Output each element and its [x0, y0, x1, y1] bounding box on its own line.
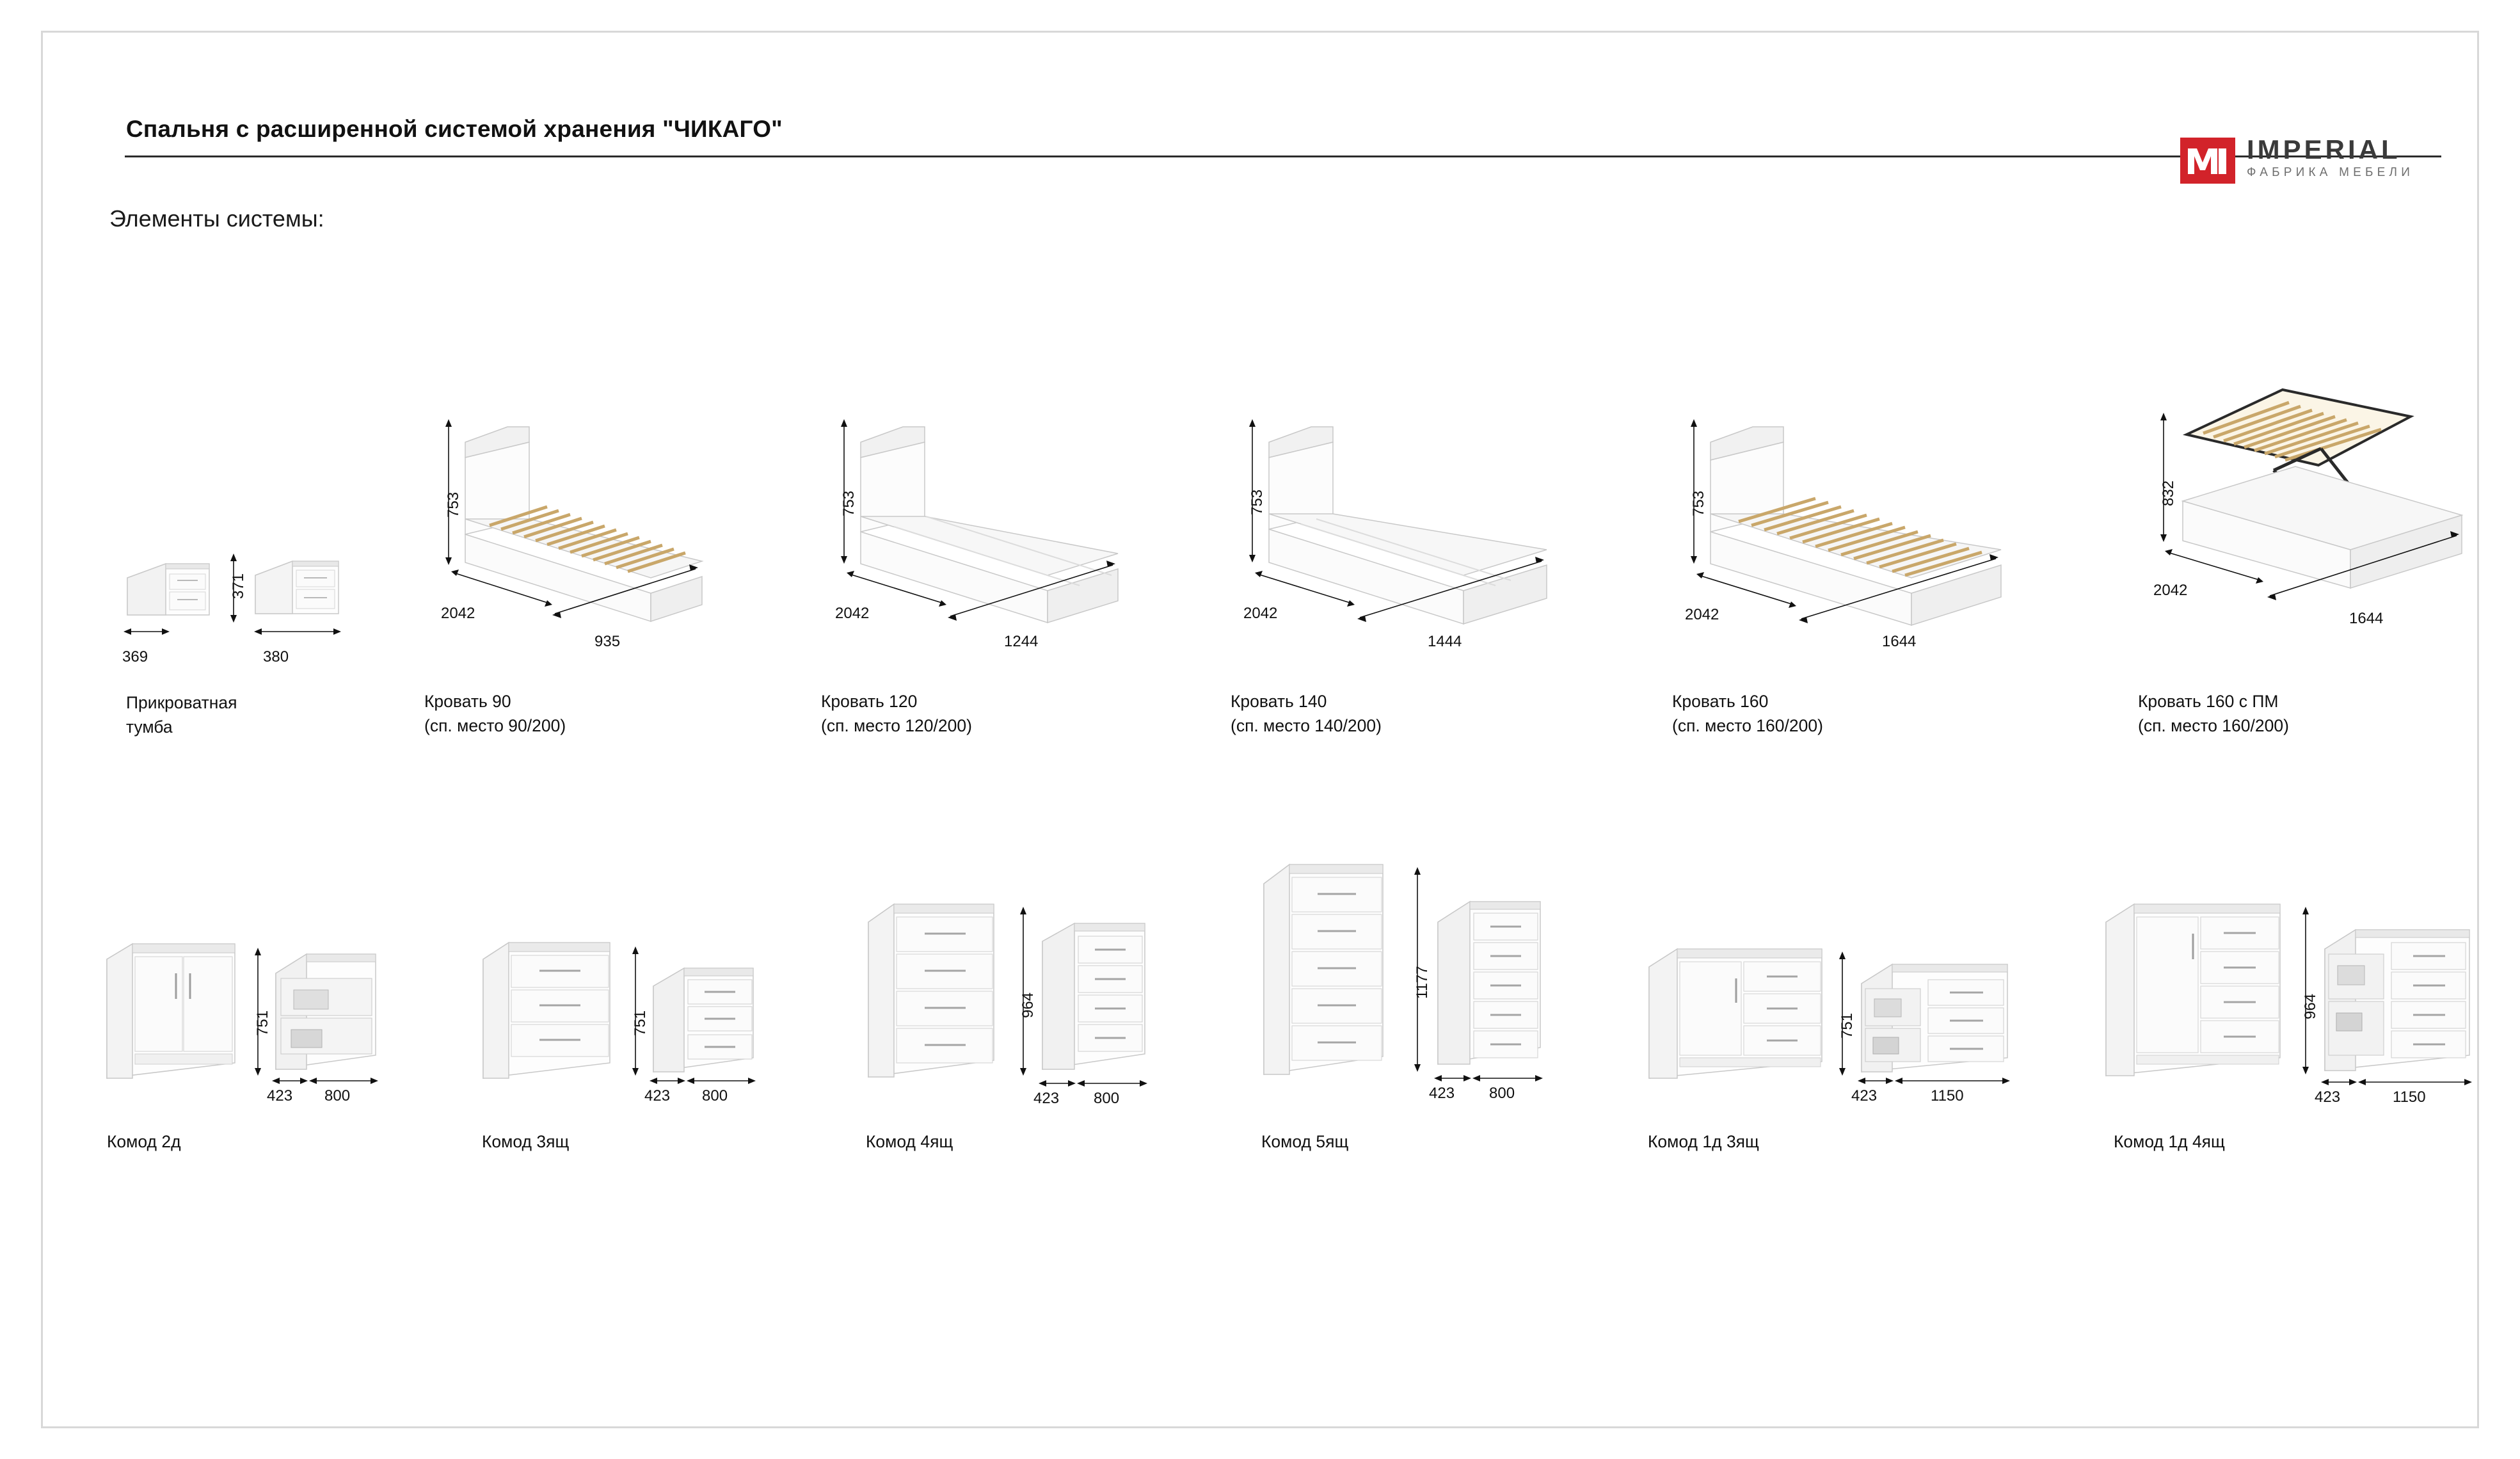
caption-line-1: Комод 3ящ: [482, 1132, 570, 1151]
dim-width: 800: [702, 1087, 728, 1104]
product-caption: [2114, 1129, 2225, 1154]
product-caption: [1231, 689, 1382, 738]
product-caption: [107, 1129, 181, 1154]
dim-depth: 2042: [441, 605, 475, 622]
dim-height: 964: [2302, 993, 2319, 1019]
product-caption: [1261, 1129, 1348, 1154]
bed-90-drawing: [382, 391, 792, 673]
dim-height: 1177: [1414, 966, 1431, 999]
dim-depth: 423: [1851, 1087, 1878, 1104]
caption-line-1: Комод 1д 3ящ: [1648, 1132, 1759, 1151]
caption-line-1: Кровать 120: [821, 692, 918, 711]
dresser-4drw-drawing: [830, 833, 1240, 1101]
brand-wordmark: [2247, 135, 2503, 181]
brand-logo: [2180, 135, 2513, 199]
caption-line-1: Кровать 160 с ПМ: [2138, 692, 2279, 711]
dim-height: 964: [1019, 992, 1037, 1018]
product-dresser-2d: [68, 877, 478, 1159]
product-dresser-1d-3drw: [1611, 877, 2110, 1159]
page-title: Спальня с расширенной системой хранения "ЧИКАГО": [126, 116, 783, 142]
dim-depth: 423: [1033, 1090, 1060, 1107]
caption-line-1: Комод 1д 4ящ: [2114, 1132, 2225, 1151]
dresser-5drw-drawing: [1220, 801, 1643, 1101]
dim-height: 753: [1690, 490, 1707, 516]
product-nightstand: [81, 481, 414, 737]
bed-160-lift-drawing: [2078, 353, 2520, 673]
nightstand-drawing: [81, 519, 414, 711]
dim-width: 1244: [1004, 633, 1039, 650]
caption-line-2: (сп. место 160/200): [1672, 716, 1823, 735]
dim-width: 1644: [2349, 610, 2384, 627]
caption-line-2: (сп. место 90/200): [424, 716, 566, 735]
bed-160-drawing: [1630, 391, 2078, 673]
dim-height: 751: [632, 1010, 649, 1036]
product-caption: [1672, 689, 1823, 738]
caption-line-2: (сп. место 140/200): [1231, 716, 1382, 735]
sheet-border: [41, 31, 2479, 1428]
product-dresser-4drw: [830, 833, 1240, 1159]
brand-name: IMPERIAL: [2247, 134, 2401, 164]
dim-height: 751: [254, 1010, 271, 1036]
dim-depth: 369: [122, 648, 148, 666]
caption-line-1: Кровать 140: [1231, 692, 1327, 711]
caption-line-1: Комод 5ящ: [1261, 1132, 1349, 1151]
product-caption: [424, 689, 566, 738]
dim-depth: 423: [644, 1087, 671, 1104]
product-dresser-5drw: [1220, 801, 1643, 1159]
dim-depth: 2042: [835, 605, 870, 622]
dresser-2d-drawing: [68, 877, 478, 1095]
dim-width: 380: [263, 648, 289, 666]
dim-depth: 2042: [1243, 605, 1278, 622]
dim-width: 1444: [1428, 633, 1462, 650]
product-caption: [2138, 689, 2289, 738]
dim-width: 1150: [2393, 1088, 2426, 1106]
imperial-mark-icon: [2180, 138, 2235, 184]
caption-line-1: Прикроватная: [126, 693, 237, 712]
product-bed-90: [382, 391, 792, 737]
caption-line-1: Кровать 90: [424, 692, 511, 711]
dim-width: 935: [594, 633, 621, 650]
dim-depth: 423: [2315, 1088, 2341, 1106]
dim-width: 1644: [1882, 633, 1917, 650]
product-caption: [1648, 1129, 1759, 1154]
bed-120-drawing: [779, 391, 1201, 673]
dim-height: 751: [1838, 1012, 1856, 1039]
product-caption: [126, 690, 237, 739]
dim-width: 1150: [1931, 1087, 1964, 1104]
dim-depth: 2042: [2153, 582, 2188, 599]
section-subtitle: Элементы системы:: [109, 205, 324, 232]
caption-line-1: Комод 2д: [107, 1132, 181, 1151]
product-bed-160: [1630, 391, 2078, 737]
product-dresser-3drw: [446, 877, 856, 1159]
dim-depth: 423: [267, 1087, 293, 1104]
dim-height: 753: [1248, 489, 1266, 515]
dresser-3drw-drawing: [446, 877, 856, 1095]
dim-width: 800: [324, 1087, 351, 1104]
header-divider: [125, 155, 2441, 157]
dresser-1d-3drw-drawing: [1611, 877, 2110, 1095]
brand-tagline: ФАБРИКА МЕБЕЛИ: [2247, 166, 2414, 179]
product-bed-160-lift: [2078, 353, 2520, 737]
caption-line-2: тумба: [126, 717, 173, 737]
dim-height: 371: [230, 573, 247, 599]
dim-width: 800: [1094, 1090, 1120, 1107]
product-caption: [866, 1129, 953, 1154]
product-caption: [821, 689, 972, 738]
dresser-1d-4drw-drawing: [2078, 833, 2520, 1101]
bed-140-drawing: [1188, 391, 1623, 673]
product-dresser-1d-4drw: [2078, 833, 2520, 1159]
caption-line-1: Кровать 160: [1672, 692, 1769, 711]
dim-width: 800: [1489, 1085, 1515, 1102]
caption-line-2: (сп. место 120/200): [821, 716, 972, 735]
dim-height: 753: [840, 490, 857, 516]
dim-height: 753: [445, 491, 462, 518]
product-bed-120: [779, 391, 1201, 737]
caption-line-1: Комод 4ящ: [866, 1132, 953, 1151]
product-bed-140: [1188, 391, 1623, 737]
dim-depth: 423: [1429, 1085, 1455, 1102]
dim-depth: 2042: [1685, 606, 1719, 623]
caption-line-2: (сп. место 160/200): [2138, 716, 2289, 735]
product-caption: [482, 1129, 569, 1154]
dim-height: 832: [2160, 480, 2177, 506]
